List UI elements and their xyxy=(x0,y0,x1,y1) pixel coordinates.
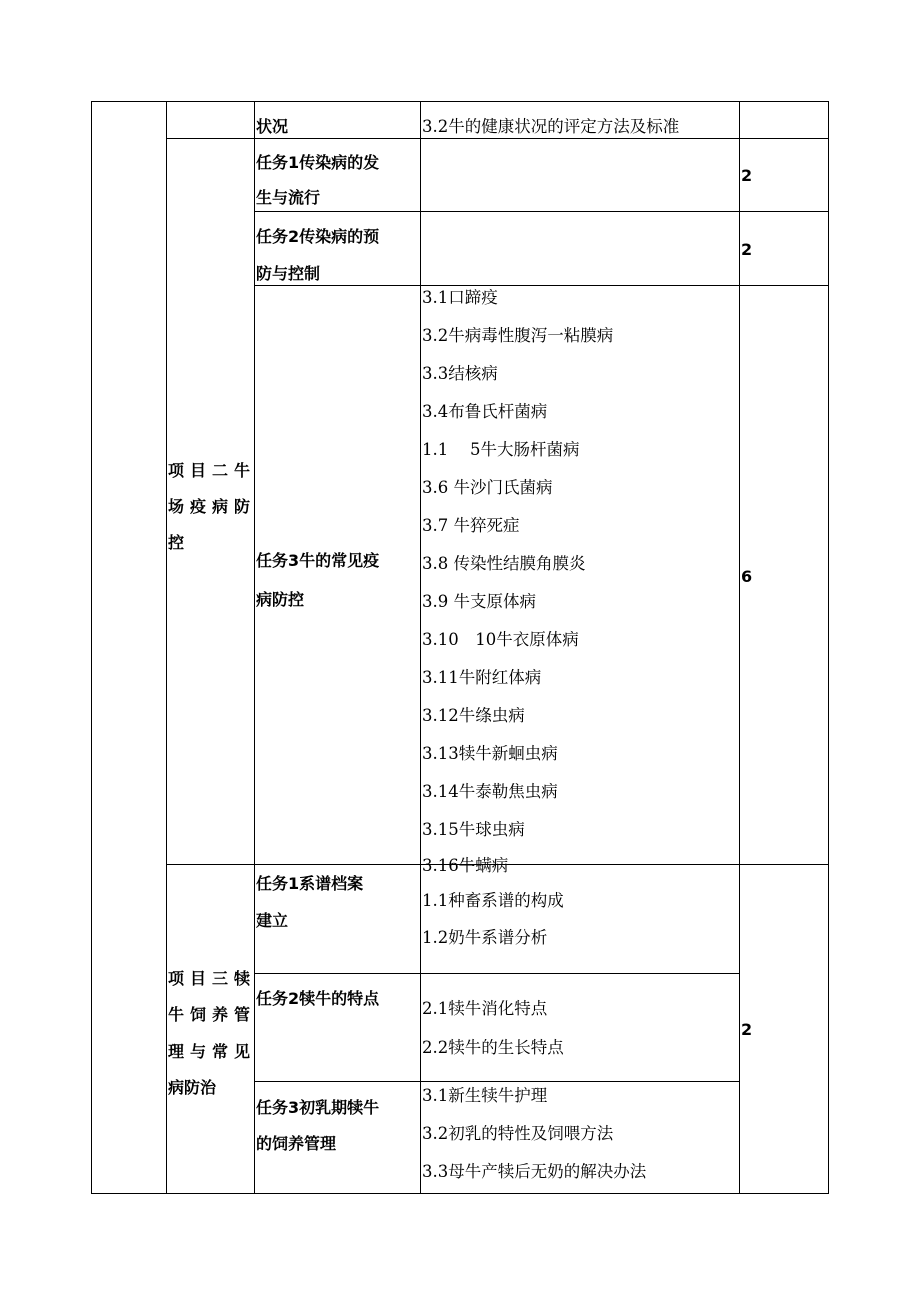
list-item: 1.1种畜系谱的构成 xyxy=(422,891,564,910)
task-label-line: 的饲养管理 xyxy=(256,1134,337,1153)
list-item: 3.2初乳的特性及饲喂方法 xyxy=(422,1124,614,1143)
list-item: 1.1 5牛大肠杆菌病 xyxy=(422,440,580,459)
list-item: 3.13犊牛新蛔虫病 xyxy=(422,744,558,763)
list-item: 3.10 10牛衣原体病 xyxy=(422,630,579,649)
list-item: 3.15牛球虫病 xyxy=(422,820,525,839)
row-divider xyxy=(91,1193,829,1194)
hours-cell: 2 xyxy=(741,166,753,185)
col-divider xyxy=(166,101,167,1194)
list-item: 3.8 传染性结膜角膜炎 xyxy=(422,554,586,573)
row-divider xyxy=(254,973,740,974)
col-divider xyxy=(254,101,255,1194)
task-label-line: 任务2传染病的预 xyxy=(256,227,380,246)
list-item: 3.9 牛支原体病 xyxy=(422,592,536,611)
list-item: 3.1口蹄疫 xyxy=(422,288,498,307)
list-item: 2.1犊牛消化特点 xyxy=(422,999,548,1018)
list-item: 3.7 牛猝死症 xyxy=(422,516,520,535)
project-title-line: 牛饲养管 xyxy=(168,1005,257,1024)
hours-cell: 6 xyxy=(741,567,753,586)
col-divider xyxy=(828,101,829,1194)
row-divider xyxy=(254,211,829,212)
task-label-line: 防与控制 xyxy=(256,264,321,283)
list-item: 3.12牛绦虫病 xyxy=(422,706,525,725)
list-item: 3.2牛病毒性腹泻一粘膜病 xyxy=(422,326,614,345)
list-item: 3.11牛附红体病 xyxy=(422,668,542,687)
project-title-line: 场疫病防 xyxy=(168,497,257,516)
task-label-line: 任务1系谱档案 xyxy=(256,874,364,893)
project-title-line: 项目二牛 xyxy=(168,461,257,480)
col-divider xyxy=(91,101,92,1194)
project-title-line: 项目三犊 xyxy=(168,969,257,988)
row-divider xyxy=(91,101,829,102)
col-divider xyxy=(739,101,740,1194)
task-label-line: 生与流行 xyxy=(256,188,321,207)
list-item: 3.1新生犊牛护理 xyxy=(422,1086,548,1105)
project-title-line: 理与常见 xyxy=(168,1042,257,1061)
task-label-line: 任务3牛的常见疫 xyxy=(256,551,380,570)
list-item: 3.14牛泰勒焦虫病 xyxy=(422,782,558,801)
task-cell-status: 状况 xyxy=(256,117,289,136)
row-divider xyxy=(166,138,829,139)
row-divider xyxy=(254,1081,740,1082)
task-label-line: 建立 xyxy=(256,911,289,930)
task-label-line: 任务1传染病的发 xyxy=(256,153,380,172)
detail-list xyxy=(421,286,739,875)
project-title-line: 控 xyxy=(168,533,191,552)
project-title-line: 病防治 xyxy=(168,1078,217,1097)
list-item: 3.4布鲁氏杆菌病 xyxy=(422,402,548,421)
list-item: 3.3母牛产犊后无奶的解决办法 xyxy=(422,1162,647,1181)
list-item: 1.2奶牛系谱分析 xyxy=(422,928,548,947)
task-label-line: 病防控 xyxy=(256,590,305,609)
task-label-line: 任务3初乳期犊牛 xyxy=(256,1098,380,1117)
hours-cell: 2 xyxy=(741,240,753,259)
hours-cell: 2 xyxy=(741,1020,753,1039)
list-item: 3.6 牛沙门氏菌病 xyxy=(422,478,553,497)
list-item: 2.2犊牛的生长特点 xyxy=(422,1038,564,1057)
detail-cell-health: 3.2牛的健康状况的评定方法及标准 xyxy=(422,117,680,136)
task-label-line: 任务2犊牛的特点 xyxy=(256,989,380,1008)
list-item: 3.16牛螨病 xyxy=(422,856,509,875)
list-item: 3.3结核病 xyxy=(422,364,498,383)
